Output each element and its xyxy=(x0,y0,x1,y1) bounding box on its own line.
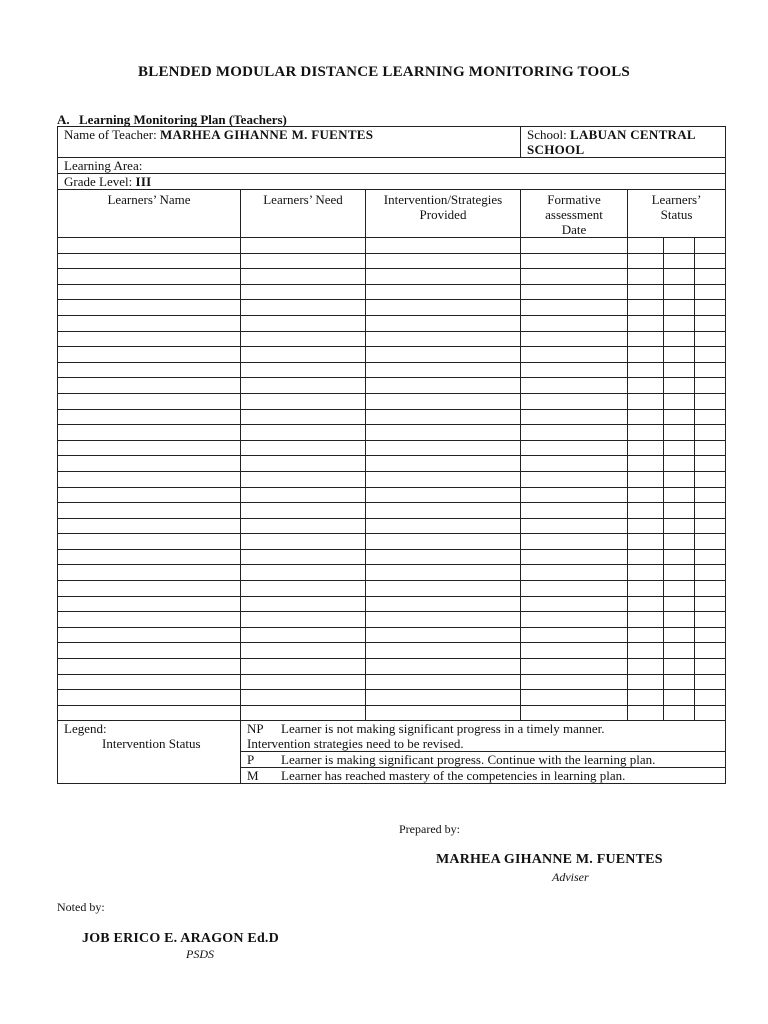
intervention-cell[interactable] xyxy=(366,440,521,456)
school-value: LABUAN CENTRAL SCHOOL xyxy=(527,127,696,157)
learner-name-cell[interactable] xyxy=(58,284,241,300)
prepared-by-role: Adviser xyxy=(552,870,589,884)
learner-name-cell[interactable] xyxy=(58,612,241,628)
status-cell[interactable] xyxy=(695,627,726,643)
intervention-cell[interactable] xyxy=(366,269,521,285)
intervention-cell[interactable] xyxy=(366,471,521,487)
intervention-cell[interactable] xyxy=(366,487,521,503)
learner-need-cell[interactable] xyxy=(241,565,366,581)
learner-need-cell[interactable] xyxy=(241,471,366,487)
status-cell[interactable] xyxy=(664,627,695,643)
teacher-label: Name of Teacher: xyxy=(64,127,157,142)
status-cell[interactable] xyxy=(628,238,664,254)
learner-name-cell[interactable] xyxy=(58,643,241,659)
learner-name-cell[interactable] xyxy=(58,596,241,612)
learner-row xyxy=(58,284,726,300)
status-cell[interactable] xyxy=(628,518,664,534)
legend-sublabel: Intervention Status xyxy=(102,736,201,752)
assessment-date-cell[interactable] xyxy=(521,347,628,363)
status-cell[interactable] xyxy=(695,705,726,721)
learner-name-cell[interactable] xyxy=(58,238,241,254)
status-cell[interactable] xyxy=(695,238,726,254)
status-cell[interactable] xyxy=(664,238,695,254)
legend-item-m xyxy=(241,768,726,784)
status-cell[interactable] xyxy=(664,643,695,659)
teacher-value: MARHEA GIHANNE M. FUENTES xyxy=(159,127,374,142)
status-cell[interactable] xyxy=(628,627,664,643)
learner-need-cell[interactable] xyxy=(241,440,366,456)
teacher-school-row xyxy=(58,127,726,158)
noted-by-role: PSDS xyxy=(186,947,214,961)
learner-need-cell[interactable] xyxy=(241,503,366,519)
status-cell[interactable] xyxy=(695,659,726,675)
legend-text-p: Learner is making significant progress. Continue with the learning plan. xyxy=(281,752,656,768)
learner-need-cell[interactable] xyxy=(241,253,366,269)
status-cell[interactable] xyxy=(628,674,664,690)
col-header-intervention-line1: Intervention/Strategies xyxy=(383,192,503,207)
status-cell[interactable] xyxy=(628,581,664,597)
learner-name-cell[interactable] xyxy=(58,487,241,503)
intervention-cell[interactable] xyxy=(366,284,521,300)
assessment-date-cell[interactable] xyxy=(521,300,628,316)
learner-name-cell[interactable] xyxy=(58,471,241,487)
learner-row xyxy=(58,378,726,394)
learner-row xyxy=(58,565,726,581)
learner-need-cell[interactable] xyxy=(241,690,366,706)
status-cell[interactable] xyxy=(628,643,664,659)
learner-need-cell[interactable] xyxy=(241,347,366,363)
legend-item-p xyxy=(241,752,726,768)
learner-row xyxy=(58,269,726,285)
learner-row xyxy=(58,409,726,425)
intervention-cell[interactable] xyxy=(366,518,521,534)
status-cell[interactable] xyxy=(695,643,726,659)
assessment-date-cell[interactable] xyxy=(521,409,628,425)
grade-level-row xyxy=(58,174,726,190)
intervention-cell[interactable] xyxy=(366,565,521,581)
noted-by-name: JOB ERICO E. ARAGON Ed.D xyxy=(82,931,279,946)
status-cell[interactable] xyxy=(664,471,695,487)
learner-name-cell[interactable] xyxy=(58,581,241,597)
status-cell[interactable] xyxy=(628,549,664,565)
status-cell[interactable] xyxy=(664,378,695,394)
status-cell[interactable] xyxy=(695,315,726,331)
intervention-cell[interactable] xyxy=(366,362,521,378)
learner-row xyxy=(58,581,726,597)
learner-name-cell[interactable] xyxy=(58,503,241,519)
legend-row-np xyxy=(58,721,726,752)
assessment-date-cell[interactable] xyxy=(521,471,628,487)
status-cell[interactable] xyxy=(664,253,695,269)
legend-text-np: Learner is not making significant progress in a timely manner. xyxy=(281,721,605,737)
learner-row xyxy=(58,440,726,456)
status-cell[interactable] xyxy=(695,471,726,487)
intervention-cell[interactable] xyxy=(366,238,521,254)
assessment-date-cell[interactable] xyxy=(521,690,628,706)
assessment-date-cell[interactable] xyxy=(521,674,628,690)
learner-name-cell[interactable] xyxy=(58,456,241,472)
learner-name-cell[interactable] xyxy=(58,409,241,425)
learner-need-cell[interactable] xyxy=(241,534,366,550)
status-cell[interactable] xyxy=(628,425,664,441)
learner-name-cell[interactable] xyxy=(58,315,241,331)
status-cell[interactable] xyxy=(664,315,695,331)
status-cell[interactable] xyxy=(695,284,726,300)
status-cell[interactable] xyxy=(695,612,726,628)
learner-name-cell[interactable] xyxy=(58,269,241,285)
intervention-cell[interactable] xyxy=(366,425,521,441)
status-cell[interactable] xyxy=(628,534,664,550)
learner-row xyxy=(58,362,726,378)
learner-name-cell[interactable] xyxy=(58,253,241,269)
learner-need-cell[interactable] xyxy=(241,315,366,331)
intervention-cell[interactable] xyxy=(366,253,521,269)
legend-label: Legend: xyxy=(64,721,107,737)
status-cell[interactable] xyxy=(628,503,664,519)
intervention-cell[interactable] xyxy=(366,690,521,706)
grade-level-field[interactable] xyxy=(58,174,726,190)
prepared-by-name: MARHEA GIHANNE M. FUENTES xyxy=(436,852,663,867)
assessment-date-cell[interactable] xyxy=(521,627,628,643)
assessment-date-cell[interactable] xyxy=(521,425,628,441)
assessment-date-cell[interactable] xyxy=(521,581,628,597)
status-cell[interactable] xyxy=(628,705,664,721)
learner-need-cell[interactable] xyxy=(241,643,366,659)
learner-need-cell[interactable] xyxy=(241,581,366,597)
document-title: BLENDED MODULAR DISTANCE LEARNING MONITORING TOOLS xyxy=(138,64,630,80)
status-cell[interactable] xyxy=(695,456,726,472)
col-header-formative-line2: assessment xyxy=(545,207,603,222)
status-cell[interactable] xyxy=(628,596,664,612)
status-cell[interactable] xyxy=(664,674,695,690)
status-cell[interactable] xyxy=(628,440,664,456)
learner-row xyxy=(58,300,726,316)
status-cell[interactable] xyxy=(628,659,664,675)
assessment-date-cell[interactable] xyxy=(521,253,628,269)
assessment-date-cell[interactable] xyxy=(521,315,628,331)
learner-need-cell[interactable] xyxy=(241,596,366,612)
status-cell[interactable] xyxy=(664,331,695,347)
col-header-status-line1: Learners’ xyxy=(651,192,702,207)
learner-row xyxy=(58,690,726,706)
status-cell[interactable] xyxy=(628,253,664,269)
learner-name-cell[interactable] xyxy=(58,518,241,534)
learner-row xyxy=(58,425,726,441)
status-cell[interactable] xyxy=(664,284,695,300)
legend-item-np xyxy=(241,721,726,752)
school-label: School: xyxy=(527,127,567,142)
learner-need-cell[interactable] xyxy=(241,456,366,472)
status-cell[interactable] xyxy=(628,315,664,331)
prepared-by-label: Prepared by: xyxy=(399,822,460,836)
learner-name-cell[interactable] xyxy=(58,705,241,721)
legend-text-np-2: Intervention strategies need to be revised. xyxy=(247,736,464,752)
intervention-cell[interactable] xyxy=(366,643,521,659)
assessment-date-cell[interactable] xyxy=(521,456,628,472)
intervention-cell[interactable] xyxy=(366,534,521,550)
assessment-date-cell[interactable] xyxy=(521,549,628,565)
assessment-date-cell[interactable] xyxy=(521,612,628,628)
status-cell[interactable] xyxy=(695,440,726,456)
assessment-date-cell[interactable] xyxy=(521,503,628,519)
learning-area-label: Learning Area: xyxy=(64,158,143,173)
learning-area-row xyxy=(58,158,726,174)
status-cell[interactable] xyxy=(628,362,664,378)
status-cell[interactable] xyxy=(664,659,695,675)
status-cell[interactable] xyxy=(628,331,664,347)
status-cell[interactable] xyxy=(695,425,726,441)
learner-row xyxy=(58,518,726,534)
intervention-cell[interactable] xyxy=(366,378,521,394)
status-cell[interactable] xyxy=(628,471,664,487)
intervention-cell[interactable] xyxy=(366,581,521,597)
assessment-date-cell[interactable] xyxy=(521,284,628,300)
status-cell[interactable] xyxy=(664,518,695,534)
learning-area-field[interactable] xyxy=(58,158,726,174)
learner-name-cell[interactable] xyxy=(58,690,241,706)
intervention-cell[interactable] xyxy=(366,674,521,690)
col-header-intervention xyxy=(366,190,521,238)
learner-name-cell[interactable] xyxy=(58,362,241,378)
assessment-date-cell[interactable] xyxy=(521,534,628,550)
learner-row xyxy=(58,253,726,269)
learner-row xyxy=(58,596,726,612)
status-cell[interactable] xyxy=(628,347,664,363)
status-cell[interactable] xyxy=(664,409,695,425)
learner-row xyxy=(58,534,726,550)
legend-code-np: NP xyxy=(247,721,264,737)
status-cell[interactable] xyxy=(695,269,726,285)
learner-row xyxy=(58,549,726,565)
status-cell[interactable] xyxy=(664,456,695,472)
grade-level-label: Grade Level: xyxy=(64,174,133,189)
learner-need-cell[interactable] xyxy=(241,238,366,254)
status-cell[interactable] xyxy=(695,549,726,565)
learner-name-cell[interactable] xyxy=(58,393,241,409)
status-cell[interactable] xyxy=(628,456,664,472)
learner-row xyxy=(58,238,726,254)
assessment-date-cell[interactable] xyxy=(521,596,628,612)
learner-row xyxy=(58,393,726,409)
col-header-status-line2: Status xyxy=(660,207,693,222)
status-cell[interactable] xyxy=(695,518,726,534)
assessment-date-cell[interactable] xyxy=(521,643,628,659)
status-cell[interactable] xyxy=(628,690,664,706)
intervention-cell[interactable] xyxy=(366,612,521,628)
col-header-intervention-line2: Provided xyxy=(419,207,467,222)
assessment-date-cell[interactable] xyxy=(521,331,628,347)
learner-name-cell[interactable] xyxy=(58,659,241,675)
learner-name-cell[interactable] xyxy=(58,627,241,643)
learner-row xyxy=(58,627,726,643)
intervention-cell[interactable] xyxy=(366,300,521,316)
section-label: Learning Monitoring Plan (Teachers) xyxy=(79,112,287,127)
learner-name-cell[interactable] xyxy=(58,378,241,394)
status-cell[interactable] xyxy=(695,674,726,690)
learner-need-cell[interactable] xyxy=(241,269,366,285)
intervention-cell[interactable] xyxy=(366,409,521,425)
status-cell[interactable] xyxy=(628,300,664,316)
status-cell[interactable] xyxy=(695,581,726,597)
learner-row xyxy=(58,503,726,519)
learner-row xyxy=(58,643,726,659)
status-cell[interactable] xyxy=(695,393,726,409)
status-cell[interactable] xyxy=(695,253,726,269)
status-cell[interactable] xyxy=(664,362,695,378)
status-cell[interactable] xyxy=(664,612,695,628)
status-cell[interactable] xyxy=(664,300,695,316)
status-cell[interactable] xyxy=(695,596,726,612)
learner-need-cell[interactable] xyxy=(241,659,366,675)
legend-code-p: P xyxy=(247,752,255,768)
status-cell[interactable] xyxy=(695,378,726,394)
status-cell[interactable] xyxy=(695,362,726,378)
learner-need-cell[interactable] xyxy=(241,393,366,409)
legend-label-cell xyxy=(58,721,241,784)
assessment-date-cell[interactable] xyxy=(521,440,628,456)
col-header-status xyxy=(628,190,726,238)
learner-need-cell[interactable] xyxy=(241,425,366,441)
learner-need-cell[interactable] xyxy=(241,549,366,565)
status-cell[interactable] xyxy=(628,409,664,425)
status-cell[interactable] xyxy=(695,331,726,347)
learner-name-cell[interactable] xyxy=(58,674,241,690)
status-cell[interactable] xyxy=(628,565,664,581)
status-cell[interactable] xyxy=(664,690,695,706)
status-cell[interactable] xyxy=(664,581,695,597)
learner-need-cell[interactable] xyxy=(241,627,366,643)
col-header-formative xyxy=(521,190,628,238)
intervention-cell[interactable] xyxy=(366,456,521,472)
assessment-date-cell[interactable] xyxy=(521,659,628,675)
status-cell[interactable] xyxy=(664,596,695,612)
learner-name-cell[interactable] xyxy=(58,331,241,347)
assessment-date-cell[interactable] xyxy=(521,518,628,534)
assessment-date-cell[interactable] xyxy=(521,362,628,378)
monitoring-plan-table xyxy=(57,126,726,784)
learner-row xyxy=(58,315,726,331)
learner-need-cell[interactable] xyxy=(241,409,366,425)
learner-row xyxy=(58,674,726,690)
intervention-cell[interactable] xyxy=(366,315,521,331)
learner-need-cell[interactable] xyxy=(241,300,366,316)
status-cell[interactable] xyxy=(664,705,695,721)
learner-name-cell[interactable] xyxy=(58,534,241,550)
status-cell[interactable] xyxy=(664,503,695,519)
learner-name-cell[interactable] xyxy=(58,425,241,441)
learner-need-cell[interactable] xyxy=(241,331,366,347)
legend-code-m: M xyxy=(247,768,259,784)
status-cell[interactable] xyxy=(664,565,695,581)
column-header-row xyxy=(58,190,726,238)
assessment-date-cell[interactable] xyxy=(521,238,628,254)
status-cell[interactable] xyxy=(664,549,695,565)
learner-row xyxy=(58,659,726,675)
status-cell[interactable] xyxy=(664,425,695,441)
legend-text-m: Learner has reached mastery of the competencies in learning plan. xyxy=(281,768,626,784)
status-cell[interactable] xyxy=(664,347,695,363)
learner-row xyxy=(58,347,726,363)
status-cell[interactable] xyxy=(695,503,726,519)
learner-need-cell[interactable] xyxy=(241,378,366,394)
status-cell[interactable] xyxy=(695,487,726,503)
intervention-cell[interactable] xyxy=(366,549,521,565)
intervention-cell[interactable] xyxy=(366,331,521,347)
learner-need-cell[interactable] xyxy=(241,487,366,503)
assessment-date-cell[interactable] xyxy=(521,269,628,285)
status-cell[interactable] xyxy=(628,378,664,394)
status-cell[interactable] xyxy=(628,393,664,409)
status-cell[interactable] xyxy=(664,269,695,285)
intervention-cell[interactable] xyxy=(366,596,521,612)
col-header-learners-name: Learners’ Name xyxy=(58,190,241,238)
intervention-cell[interactable] xyxy=(366,503,521,519)
status-cell[interactable] xyxy=(695,347,726,363)
intervention-cell[interactable] xyxy=(366,705,521,721)
teacher-field[interactable] xyxy=(58,127,521,158)
learner-name-cell[interactable] xyxy=(58,300,241,316)
status-cell[interactable] xyxy=(664,487,695,503)
learner-row xyxy=(58,456,726,472)
status-cell[interactable] xyxy=(695,565,726,581)
status-cell[interactable] xyxy=(664,440,695,456)
status-cell[interactable] xyxy=(695,300,726,316)
status-cell[interactable] xyxy=(695,409,726,425)
learner-name-cell[interactable] xyxy=(58,549,241,565)
noted-by-label: Noted by: xyxy=(57,900,105,914)
learner-name-cell[interactable] xyxy=(58,347,241,363)
learner-row xyxy=(58,331,726,347)
grade-level-value: III xyxy=(135,174,152,189)
learner-name-cell[interactable] xyxy=(58,565,241,581)
status-cell[interactable] xyxy=(695,534,726,550)
learner-need-cell[interactable] xyxy=(241,518,366,534)
assessment-date-cell[interactable] xyxy=(521,565,628,581)
learner-row xyxy=(58,487,726,503)
learner-row xyxy=(58,471,726,487)
col-header-formative-line1: Formative xyxy=(547,192,601,207)
status-cell[interactable] xyxy=(628,612,664,628)
status-cell[interactable] xyxy=(664,393,695,409)
school-field[interactable] xyxy=(521,127,726,158)
learner-name-cell[interactable] xyxy=(58,440,241,456)
assessment-date-cell[interactable] xyxy=(521,378,628,394)
assessment-date-cell[interactable] xyxy=(521,393,628,409)
intervention-cell[interactable] xyxy=(366,627,521,643)
learner-need-cell[interactable] xyxy=(241,705,366,721)
assessment-date-cell[interactable] xyxy=(521,487,628,503)
status-cell[interactable] xyxy=(628,487,664,503)
learner-need-cell[interactable] xyxy=(241,674,366,690)
learner-need-cell[interactable] xyxy=(241,612,366,628)
intervention-cell[interactable] xyxy=(366,659,521,675)
status-cell[interactable] xyxy=(664,534,695,550)
intervention-cell[interactable] xyxy=(366,347,521,363)
col-header-formative-line3: Date xyxy=(561,222,587,237)
learner-need-cell[interactable] xyxy=(241,362,366,378)
status-cell[interactable] xyxy=(628,269,664,285)
assessment-date-cell[interactable] xyxy=(521,705,628,721)
status-cell[interactable] xyxy=(695,690,726,706)
learner-row xyxy=(58,612,726,628)
section-letter: A. xyxy=(57,112,70,127)
intervention-cell[interactable] xyxy=(366,393,521,409)
col-header-learners-need: Learners’ Need xyxy=(241,190,366,238)
learner-need-cell[interactable] xyxy=(241,284,366,300)
learner-row xyxy=(58,705,726,721)
status-cell[interactable] xyxy=(628,284,664,300)
